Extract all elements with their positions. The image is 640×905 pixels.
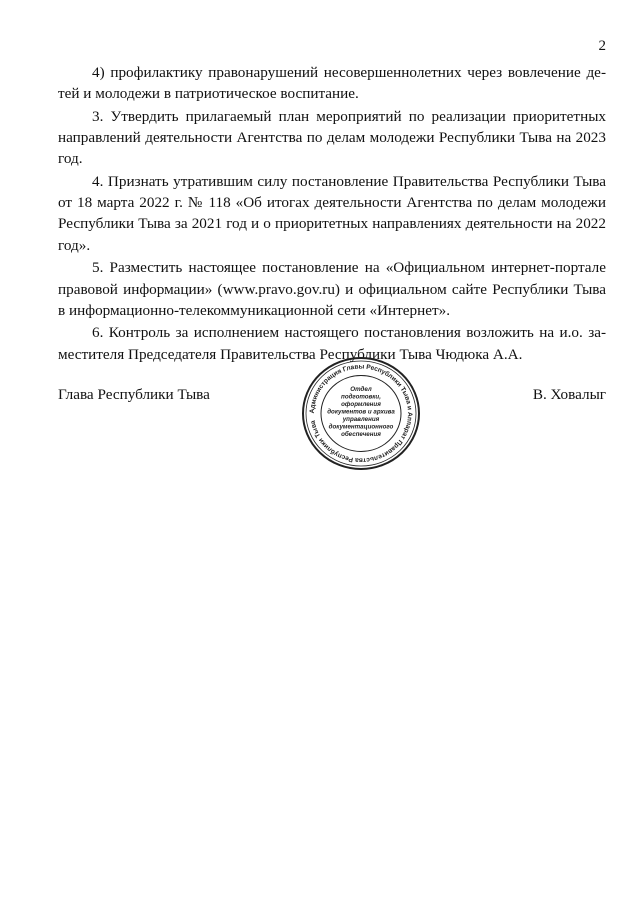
svg-text:подготовки,: подготовки, (341, 393, 381, 401)
paragraph-3: 3. Утвердить прилагаемый план мероприятий по реализации приоритетных направлений деятельности Агентства по делам молодежи Республики Тыва на 2023 год. (58, 107, 606, 168)
svg-text:Отдел: Отдел (350, 386, 372, 393)
paragraph-5: 5. Разместить настоящее постановление на «Официальном интернет-портале правовой информации» (www.pravo.gov.ru) и официальном сайте Республики Тыва в информационно-телекоммуникационной сети «Интернет». (58, 259, 606, 319)
page-number: 2 (598, 38, 606, 54)
signature-block (58, 355, 606, 475)
svg-text:документационного: документационного (328, 423, 394, 431)
svg-text:документов и архива: документов и архива (327, 408, 395, 416)
paragraph-6: 6. Контроль за исполнением настоящего постановления возложить на и.о. заместителя Председателя Правительства Республики Тыва Чюдюка А.А. (58, 324, 606, 363)
paragraph-4: 4. Признать утратившим силу постановление Правительства Республики Тыва от 18 марта 2022 г. № 118 «Об итогах деятельности Агентства по делам молодежи Республики Тыва за 2021 год и о приоритетных направлениях деятельности на 2022 год». (58, 173, 606, 254)
paragraph-item-4: 4) профилактику правонарушений несовершеннолетних через вовлечение детей и молодежи в патриотическое воспитание. (58, 64, 606, 103)
svg-text:оформления: оформления (341, 401, 381, 408)
svg-text:обеспечения: обеспечения (341, 431, 381, 438)
official-seal (300, 355, 422, 472)
signer-title: Глава Республики Тыва (58, 386, 210, 403)
document-body (58, 62, 606, 366)
svg-text:управления: управления (342, 416, 380, 423)
seal-ring-text: Администрация Главы Республики Тыва и Аппарат Правительства Республики Тыва (308, 363, 414, 464)
signer-name: В. Ховалыг (532, 386, 606, 403)
seal-center-text (327, 386, 395, 438)
